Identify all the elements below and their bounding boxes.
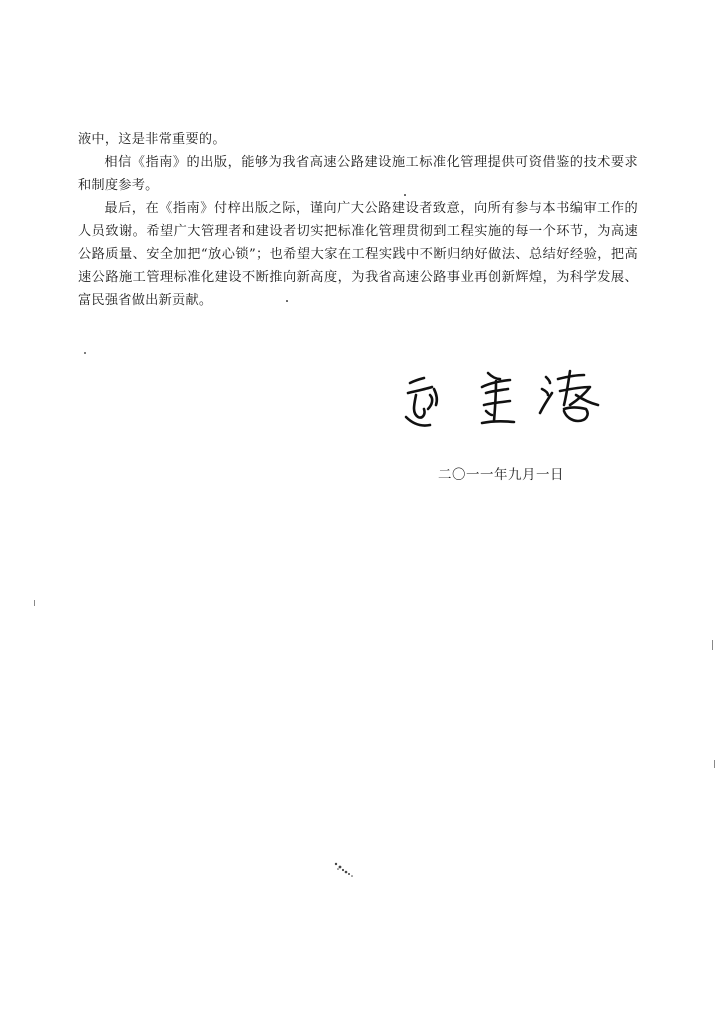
scan-speck bbox=[286, 300, 288, 302]
scan-speck bbox=[84, 352, 86, 354]
body-text bbox=[78, 128, 638, 312]
scan-edge-mark bbox=[714, 760, 715, 768]
scan-smudge bbox=[330, 858, 358, 880]
scan-edge-mark bbox=[712, 640, 713, 650]
scan-speck bbox=[404, 194, 406, 196]
paragraph-guide-publication: 相信《指南》的出版，能够为我省高速公路建设施工标准化管理提供可资借鉴的技术要求和制度参考。 bbox=[78, 155, 638, 193]
handwritten-signature bbox=[400, 365, 620, 443]
signature-date: 二〇一一年九月一日 bbox=[438, 467, 564, 483]
scan-edge-mark bbox=[34, 600, 35, 606]
paragraph-continuation: 液中，这是非常重要的。 bbox=[78, 132, 226, 147]
paragraph-closing: 最后，在《指南》付梓出版之际，谨向广大公路建设者致意，向所有参与本书编审工作的人员致谢。希望广大管理者和建设者切实把标准化管理贯彻到工程实施的每一个环节，为高速公路质量、安全加把“放心锁”；也希望大家在工程实践中不断归纳好做法、总结好经验，把高速公路施工管理标准化建设不断推向新高度，为我省高速公路事业再创新辉煌，为科学发展、富民强省做出新贡献。 bbox=[78, 201, 638, 308]
